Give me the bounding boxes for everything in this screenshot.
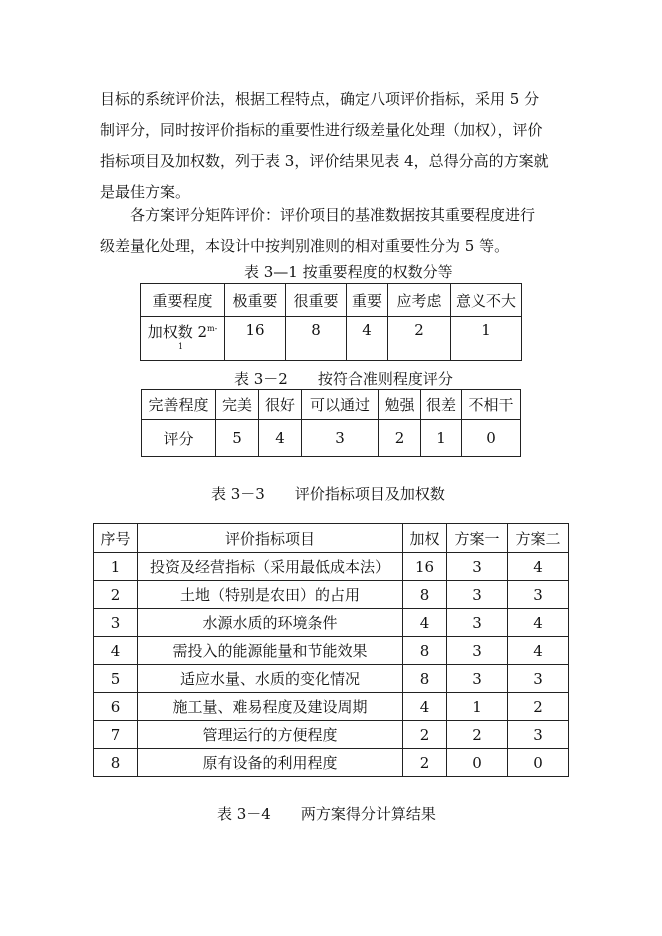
table2-header-cell: 完善程度 [142, 390, 216, 420]
table1-header-cell: 重要 [347, 284, 388, 317]
table-row [94, 581, 569, 609]
table-row [94, 665, 569, 693]
table3-cell: 7 [94, 721, 138, 749]
table2-value-cell: 4 [259, 420, 302, 457]
table2-header-cell: 不相干 [462, 390, 521, 420]
text-line: 目标的系统评价法，根据工程特点，确定八项评价指标，采用 5 分 [100, 90, 540, 108]
text-line: 是最佳方案。 [100, 183, 191, 201]
text-line: 各方案评分矩阵评价：评价项目的基准数据按其重要程度进行 [130, 206, 536, 224]
table3-cell: 3 [447, 609, 508, 637]
table1-value-cell: 2 [388, 317, 451, 361]
table3-header-cell: 序号 [94, 524, 138, 553]
table2-header-cell: 勉强 [379, 390, 421, 420]
evaluation-index-table [93, 523, 569, 777]
table3-cell: 0 [447, 749, 508, 777]
table1-header-cell: 重要程度 [141, 284, 225, 317]
table-row [94, 721, 569, 749]
table3-cell: 投资及经营指标（采用最低成本法） [138, 553, 403, 581]
table3-header-cell: 评价指标项目 [138, 524, 403, 553]
table2-header-cell: 很好 [259, 390, 302, 420]
weight-exponent-tail: 1 [178, 342, 184, 351]
table2-value-cell: 2 [379, 420, 421, 457]
table3-cell: 2 [447, 721, 508, 749]
table3-header-cell: 加权 [403, 524, 447, 553]
table3-cell: 4 [508, 609, 569, 637]
table1-value-cell: 1 [451, 317, 522, 361]
table-row [94, 609, 569, 637]
table3-cell: 3 [447, 553, 508, 581]
text-line: 级差量化处理，本设计中按判别准则的相对重要性分为 5 等。 [100, 237, 510, 255]
table1-value-cell: 4 [347, 317, 388, 361]
table3-cell: 3 [447, 665, 508, 693]
weight-label: 加权数 2 [147, 323, 207, 341]
table3-cell: 4 [403, 693, 447, 721]
table3-cell: 施工量、难易程度及建设周期 [138, 693, 403, 721]
table3-cell: 管理运行的方便程度 [138, 721, 403, 749]
table3-cell: 3 [447, 581, 508, 609]
table3-cell: 2 [94, 581, 138, 609]
table1-value-cell: 16 [225, 317, 286, 361]
table3-cell: 3 [94, 609, 138, 637]
text-line: 制评分，同时按评价指标的重要性进行级差量化处理（加权），评价 [100, 121, 543, 139]
table3-cell: 水源水质的环境条件 [138, 609, 403, 637]
table3-cell: 2 [403, 749, 447, 777]
paragraph-evaluation-method [100, 84, 570, 208]
table3-cell: 4 [403, 609, 447, 637]
table1-row-label [141, 317, 225, 361]
table3-cell: 原有设备的利用程度 [138, 749, 403, 777]
table3-cell: 适应水量、水质的变化情况 [138, 665, 403, 693]
table1-header-cell: 应考虑 [388, 284, 451, 317]
table-row [94, 553, 569, 581]
table-row [94, 749, 569, 777]
table3-cell: 3 [447, 637, 508, 665]
table3-caption: 表 3－3 评价指标项目及加权数 [211, 485, 445, 503]
table3-cell: 16 [403, 553, 447, 581]
table3-cell: 4 [508, 553, 569, 581]
table2-header-cell: 很差 [421, 390, 462, 420]
table2-value-cell: 0 [462, 420, 521, 457]
table3-cell: 1 [447, 693, 508, 721]
table1-header-cell: 极重要 [225, 284, 286, 317]
table3-cell: 3 [508, 581, 569, 609]
text-line: 指标项目及加权数，列于表 3，评价结果见表 4，总得分高的方案就 [100, 152, 549, 170]
table-row [94, 693, 569, 721]
table2-value-cell: 3 [302, 420, 379, 457]
table1-caption: 表 3—1 按重要程度的权数分等 [244, 263, 453, 281]
compliance-score-table [141, 389, 521, 457]
table2-value-cell: 5 [216, 420, 259, 457]
table3-cell: 需投入的能源能量和节能效果 [138, 637, 403, 665]
table3-cell: 3 [508, 665, 569, 693]
table-row [94, 637, 569, 665]
table2-row-label: 评分 [142, 420, 216, 457]
table3-cell: 6 [94, 693, 138, 721]
table3-cell: 8 [403, 665, 447, 693]
table1-header-cell: 意义不大 [451, 284, 522, 317]
table3-cell: 土地（特别是农田）的占用 [138, 581, 403, 609]
table4-caption: 表 3－4 两方案得分计算结果 [217, 805, 436, 823]
table2-value-cell: 1 [421, 420, 462, 457]
table3-header-cell: 方案二 [508, 524, 569, 553]
table3-cell: 8 [403, 581, 447, 609]
table3-header-cell: 方案一 [447, 524, 508, 553]
table3-cell: 0 [508, 749, 569, 777]
table3-cell: 5 [94, 665, 138, 693]
paragraph-scoring-matrix [100, 200, 570, 262]
table2-header-cell: 完美 [216, 390, 259, 420]
table3-cell: 8 [403, 637, 447, 665]
table2-header-cell: 可以通过 [302, 390, 379, 420]
table3-cell: 2 [403, 721, 447, 749]
table3-cell: 4 [94, 637, 138, 665]
table1-value-cell: 8 [286, 317, 347, 361]
table1-header-cell: 很重要 [286, 284, 347, 317]
table3-cell: 2 [508, 693, 569, 721]
weight-grading-table [140, 283, 522, 361]
table3-cell: 8 [94, 749, 138, 777]
table3-cell: 1 [94, 553, 138, 581]
weight-exponent: m- [207, 324, 218, 333]
table3-cell: 4 [508, 637, 569, 665]
table2-caption: 表 3－2 按符合准则程度评分 [234, 370, 453, 388]
table3-cell: 3 [508, 721, 569, 749]
